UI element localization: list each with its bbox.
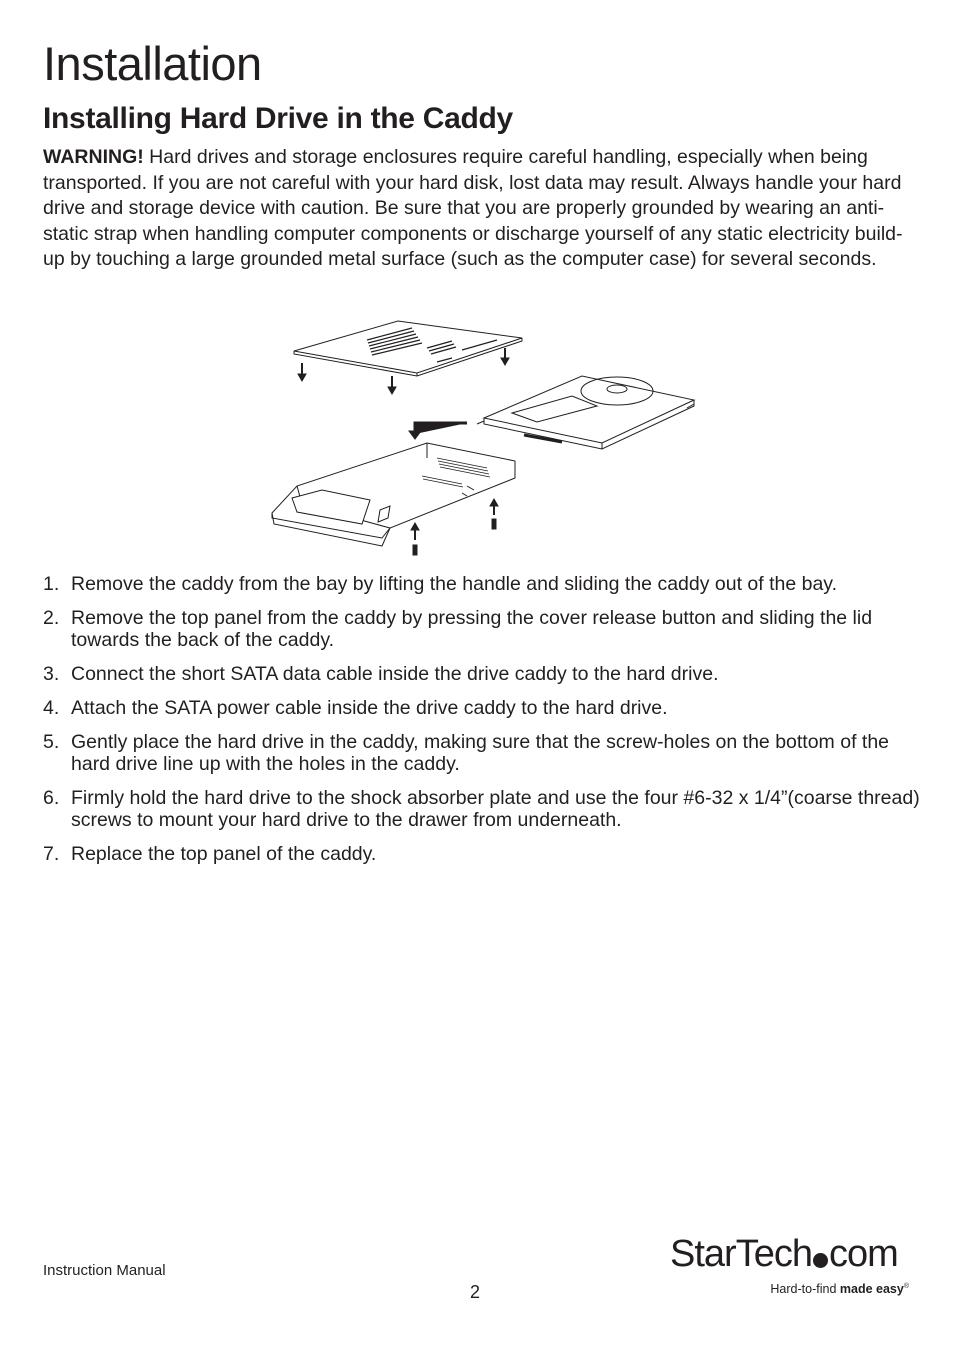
step-number: 7.: [43, 843, 60, 865]
step-number: 2.: [43, 607, 60, 629]
list-item: [43, 697, 923, 719]
list-item: [43, 843, 923, 865]
warning-text: Hard drives and storage enclosures require careful handling, especially when being transported. If you are not careful with your hard disk, lost data may result. Always handle your hard drive and storage device with caution. Be sure that you are properly grounded by wearing an anti-static strap when handling computer components or discharge yourself of any static electricity build-up by touching a large grounded metal surface (such as the computer case) for several seconds.: [43, 146, 903, 271]
instruction-steps: [43, 573, 923, 877]
top-panel-drawing: [294, 321, 522, 376]
step-number: 4.: [43, 697, 60, 719]
warning-label: WARNING!: [43, 146, 144, 168]
page-number: 2: [470, 1282, 481, 1302]
step-text: Remove the caddy from the bay by lifting the handle and sliding the caddy out of the bay.: [71, 573, 838, 595]
logo-word-right: com: [828, 1233, 898, 1275]
step-text: Replace the top panel of the caddy.: [71, 843, 377, 865]
logo-word-left: StarTech: [670, 1233, 812, 1275]
caddy-drawing: [272, 443, 515, 546]
logo-tagline: [770, 1282, 909, 1296]
step-text: Attach the SATA power cable inside the drive caddy to the hard drive.: [71, 697, 668, 719]
insert-arrow: [409, 423, 467, 439]
list-item: [43, 731, 923, 775]
hard-drive-drawing: [477, 376, 694, 449]
caddy-installation-illustration: [262, 318, 702, 563]
step-number: 1.: [43, 573, 60, 595]
step-text: Remove the top panel from the caddy by pressing the cover release button and sliding the lid towards the back of the caddy.: [71, 607, 873, 651]
list-item: [43, 787, 923, 831]
step-number: 3.: [43, 663, 60, 685]
section-title: Installing Hard Drive in the Caddy: [43, 102, 513, 135]
list-item: [43, 607, 923, 651]
page-title: Installation: [43, 37, 262, 90]
step-text: Firmly hold the hard drive to the shock absorber plate and use the four #6-32 x 1/4”(coarse thread) screws to mount your hard drive to the drawer from underneath.: [71, 787, 920, 831]
logo-wordmark: [670, 1232, 898, 1276]
step-number: 5.: [43, 731, 60, 753]
warning-paragraph: [43, 145, 913, 273]
tagline-bold: made easy: [839, 1282, 904, 1296]
registered-mark: ®: [903, 1282, 909, 1290]
list-item: [43, 663, 923, 685]
footer-manual-label: Instruction Manual: [43, 1262, 166, 1279]
list-item: [43, 573, 923, 595]
startech-logo: [670, 1232, 915, 1304]
step-text: Connect the short SATA data cable inside the drive caddy to the hard drive.: [71, 663, 719, 685]
step-number: 6.: [43, 787, 60, 809]
step-text: Gently place the hard drive in the caddy, making sure that the screw-holes on the bottom of the hard drive line up with the holes in the caddy.: [71, 731, 890, 775]
logo-dot-icon: [813, 1253, 828, 1268]
tagline-regular: Hard-to-find: [770, 1282, 840, 1296]
